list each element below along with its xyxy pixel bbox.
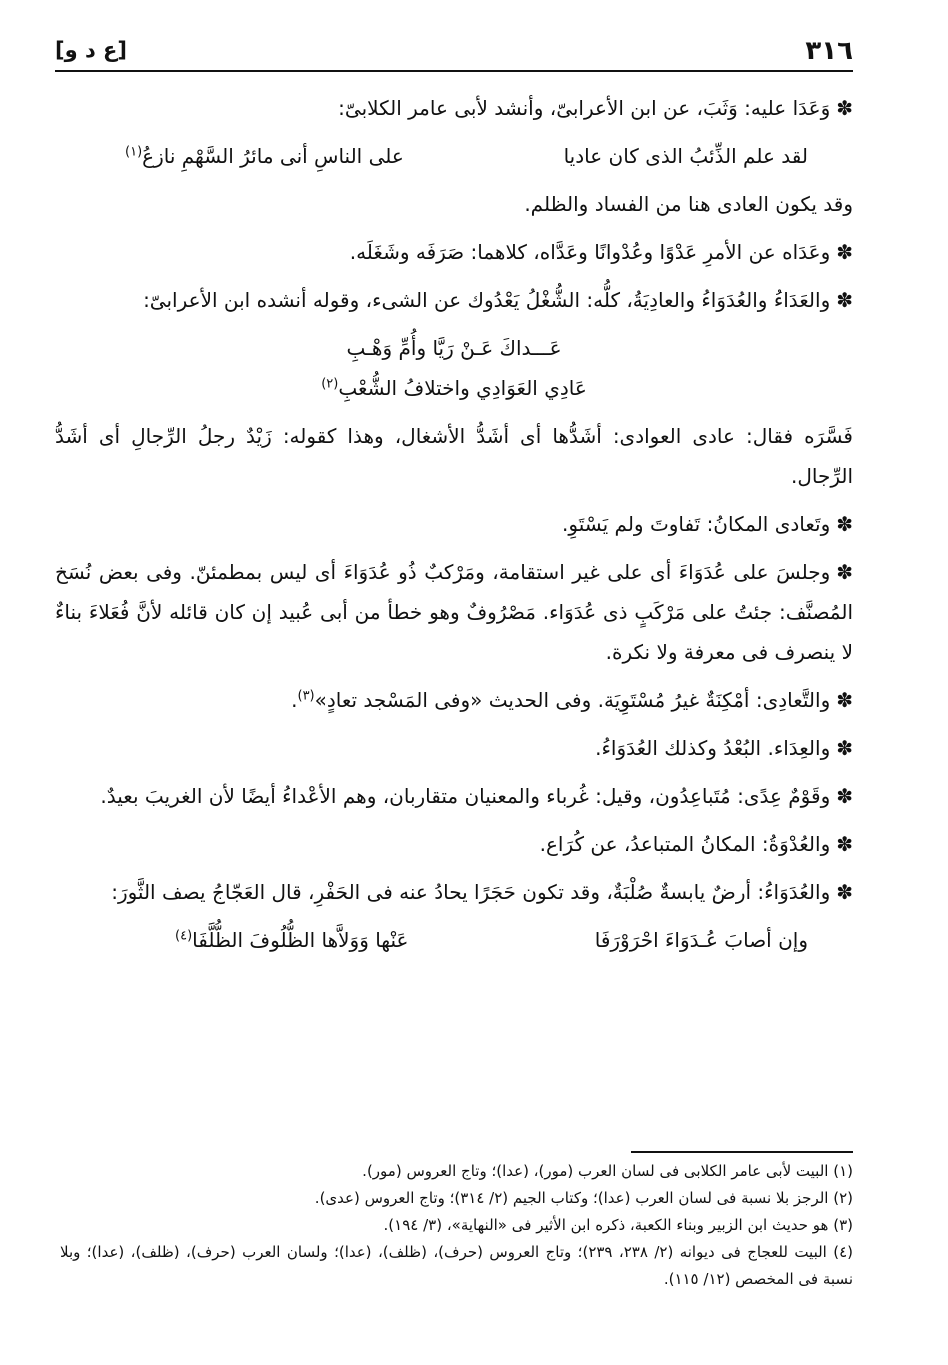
entry-paragraph	[55, 88, 853, 128]
entry-paragraph	[55, 504, 853, 544]
entry-text: والعُدْوَةُ: المكانُ المتباعدُ، عن كُرَاع.	[539, 832, 831, 856]
verse-hemistich-text: عَنْها وَوَلاَّها الظُّلُوفَ الظُّلَّفَا	[192, 928, 409, 952]
entry-paragraph	[55, 680, 853, 720]
main-text	[55, 88, 853, 968]
entry-text: وقَوْمٌ عِدًى: مُتَباعِدُون، وقيل: غُرباء والمعنيان متقاربان، وهم الأعْداءُ أيضًا لأن الغريبَ بعيدٌ.	[100, 784, 831, 808]
entry-star-icon: ✽	[836, 512, 853, 536]
page-number: ٣١٦	[805, 36, 853, 66]
verse-line	[55, 368, 853, 408]
entry-text: والعَدَاءُ والعُدَوَاءُ والعادِيَةُ، كلُّه: الشُّغْلُ يَعْدُوك عن الشىء، وقوله أنشده ابن الأعرابىّ:	[143, 288, 831, 312]
verse-hemistich-first: لقد علم الذِّئبُ الذى كان عاديا	[563, 144, 808, 168]
entry-text-end: .	[291, 688, 298, 712]
footnotes	[60, 1158, 853, 1293]
entry-text: وجلسَ على عُدَوَاءَ أى على غير استقامة، ومَرْكبٌ ذُو عُدَوَاءَ أى ليس بمطمئنّ. وفى بعض نُسَخ المُصنَّف: جئتُ على مَرْكَبٍ ذى عُدَوَاء. مَصْرُوفٌ وهو خطأ من أبى عُبيد إن كان قائله لأنَّ فُعَلاءَ بناءٌ لا ينصرف فى معرفة ولا نكرة.	[55, 560, 853, 664]
verse-hemistich-second	[125, 136, 404, 176]
entry-text: وعَدَاه عن الأمرِ عَدْوًا وعُدْوانًا وعَدَّاه، كلاهما: صَرَفَه وشَغَلَه.	[349, 240, 831, 264]
footnote-ref: (١)	[125, 144, 143, 160]
footnote-ref: (٤)	[175, 928, 193, 944]
footnote-divider	[631, 1151, 853, 1153]
entry-star-icon: ✽	[836, 560, 853, 584]
entry-text: والعُدَوَاءُ: أرضٌ يابسةٌ صُلْبَةٌ، وقد تكون حَجَرًا يحادُ عنه فى الحَفْرِ، قال العَجّاجُ يصف الثَّورَ:	[111, 880, 831, 904]
entry-paragraph	[55, 824, 853, 864]
entry-paragraph	[55, 872, 853, 912]
text-paragraph: فَسَّرَه فقال: عادى العوادى: أشَدُّها أى أشَدُّ الأشغال، وهذا كقوله: زَيْدٌ رجلُ الرِّجالِ أى أشَدُّ الرِّجال.	[55, 424, 853, 488]
entry-text: وتَعادى المكانُ: تَفاوتَ ولم يَسْتَوِ.	[562, 512, 831, 536]
entry-star-icon: ✽	[836, 880, 853, 904]
verse-hemistich-second	[175, 920, 409, 960]
footnote-item: (٢) الرجز بلا نسبة فى لسان العرب (عدا)؛ وكتاب الجيم (٢/ ٣١٤)؛ وتاج العروس (عدى).	[314, 1189, 853, 1207]
entry-star-icon: ✽	[836, 784, 853, 808]
entry-paragraph	[55, 280, 853, 320]
footnote-item: (٣) هو حديث ابن الزبير وبناء الكعبة، ذكره ابن الأثير فى «النهاية»، (٣/ ١٩٤).	[383, 1216, 853, 1234]
text-paragraph: وقد يكون العادى هنا من الفساد والظلم.	[524, 192, 853, 216]
footnote-ref: (٢)	[321, 376, 339, 392]
entry-star-icon: ✽	[836, 736, 853, 760]
entry-star-icon: ✽	[836, 240, 853, 264]
entry-paragraph	[55, 232, 853, 272]
footnote-item: (٤) البيت للعجاج فى ديوانه (٢/ ٢٣٨، ٢٣٩)؛ وتاج العروس (حرف)، (ظلف)، (عدا)؛ ولسان العرب (حرف)، (ظلف)، (عدا)؛ وبلا نسبة فى المخصص (١٢/ ١١٥).	[60, 1243, 854, 1288]
verse-rajaz	[55, 328, 853, 408]
footnote-ref: (٣)	[297, 688, 315, 704]
entry-paragraph	[55, 728, 853, 768]
entry-star-icon: ✽	[836, 832, 853, 856]
entry-paragraph	[55, 776, 853, 816]
entry-text: والتَّعادِى: أمْكِنَةٌ غيرُ مُسْتَوِيَة. وفى الحديث «وفى المَسْجد تعادٍ»	[314, 688, 831, 712]
verse-line-text: عَادِي العَوَادِي واختلافُ الشُّعْبِ	[338, 376, 587, 400]
root-letters-heading: [ع د و]	[55, 38, 127, 62]
entry-star-icon: ✽	[836, 288, 853, 312]
verse-hemistich-text: على الناسِ أنى مائرُ السَّهْمِ نازعُ	[142, 144, 404, 168]
verse-couplet	[55, 920, 853, 960]
entry-text: والعِدَاء. البُعْدُ وكذلك العُدَوَاءُ.	[595, 736, 831, 760]
verse-couplet	[55, 136, 853, 176]
page-header	[55, 34, 853, 72]
verse-line: عَـــداكَ عَـنْ رَيَّا وأُمِّ وَهْـبِ	[346, 336, 562, 360]
entry-star-icon: ✽	[836, 96, 853, 120]
entry-text: وَعَدَا عليه: وَثَبَ، عن ابن الأعرابىّ، وأنشد لأبى عامر الكلابىّ:	[338, 96, 831, 120]
entry-paragraph	[55, 552, 853, 672]
verse-hemistich-first: وإن أصابَ عُـدَوَاءَ احْرَوْرَفَا	[594, 928, 808, 952]
entry-star-icon: ✽	[836, 688, 853, 712]
footnote-item: (١) البيت لأبى عامر الكلابى فى لسان العرب (مور)، (عدا)؛ وتاج العروس (مور).	[362, 1162, 853, 1180]
